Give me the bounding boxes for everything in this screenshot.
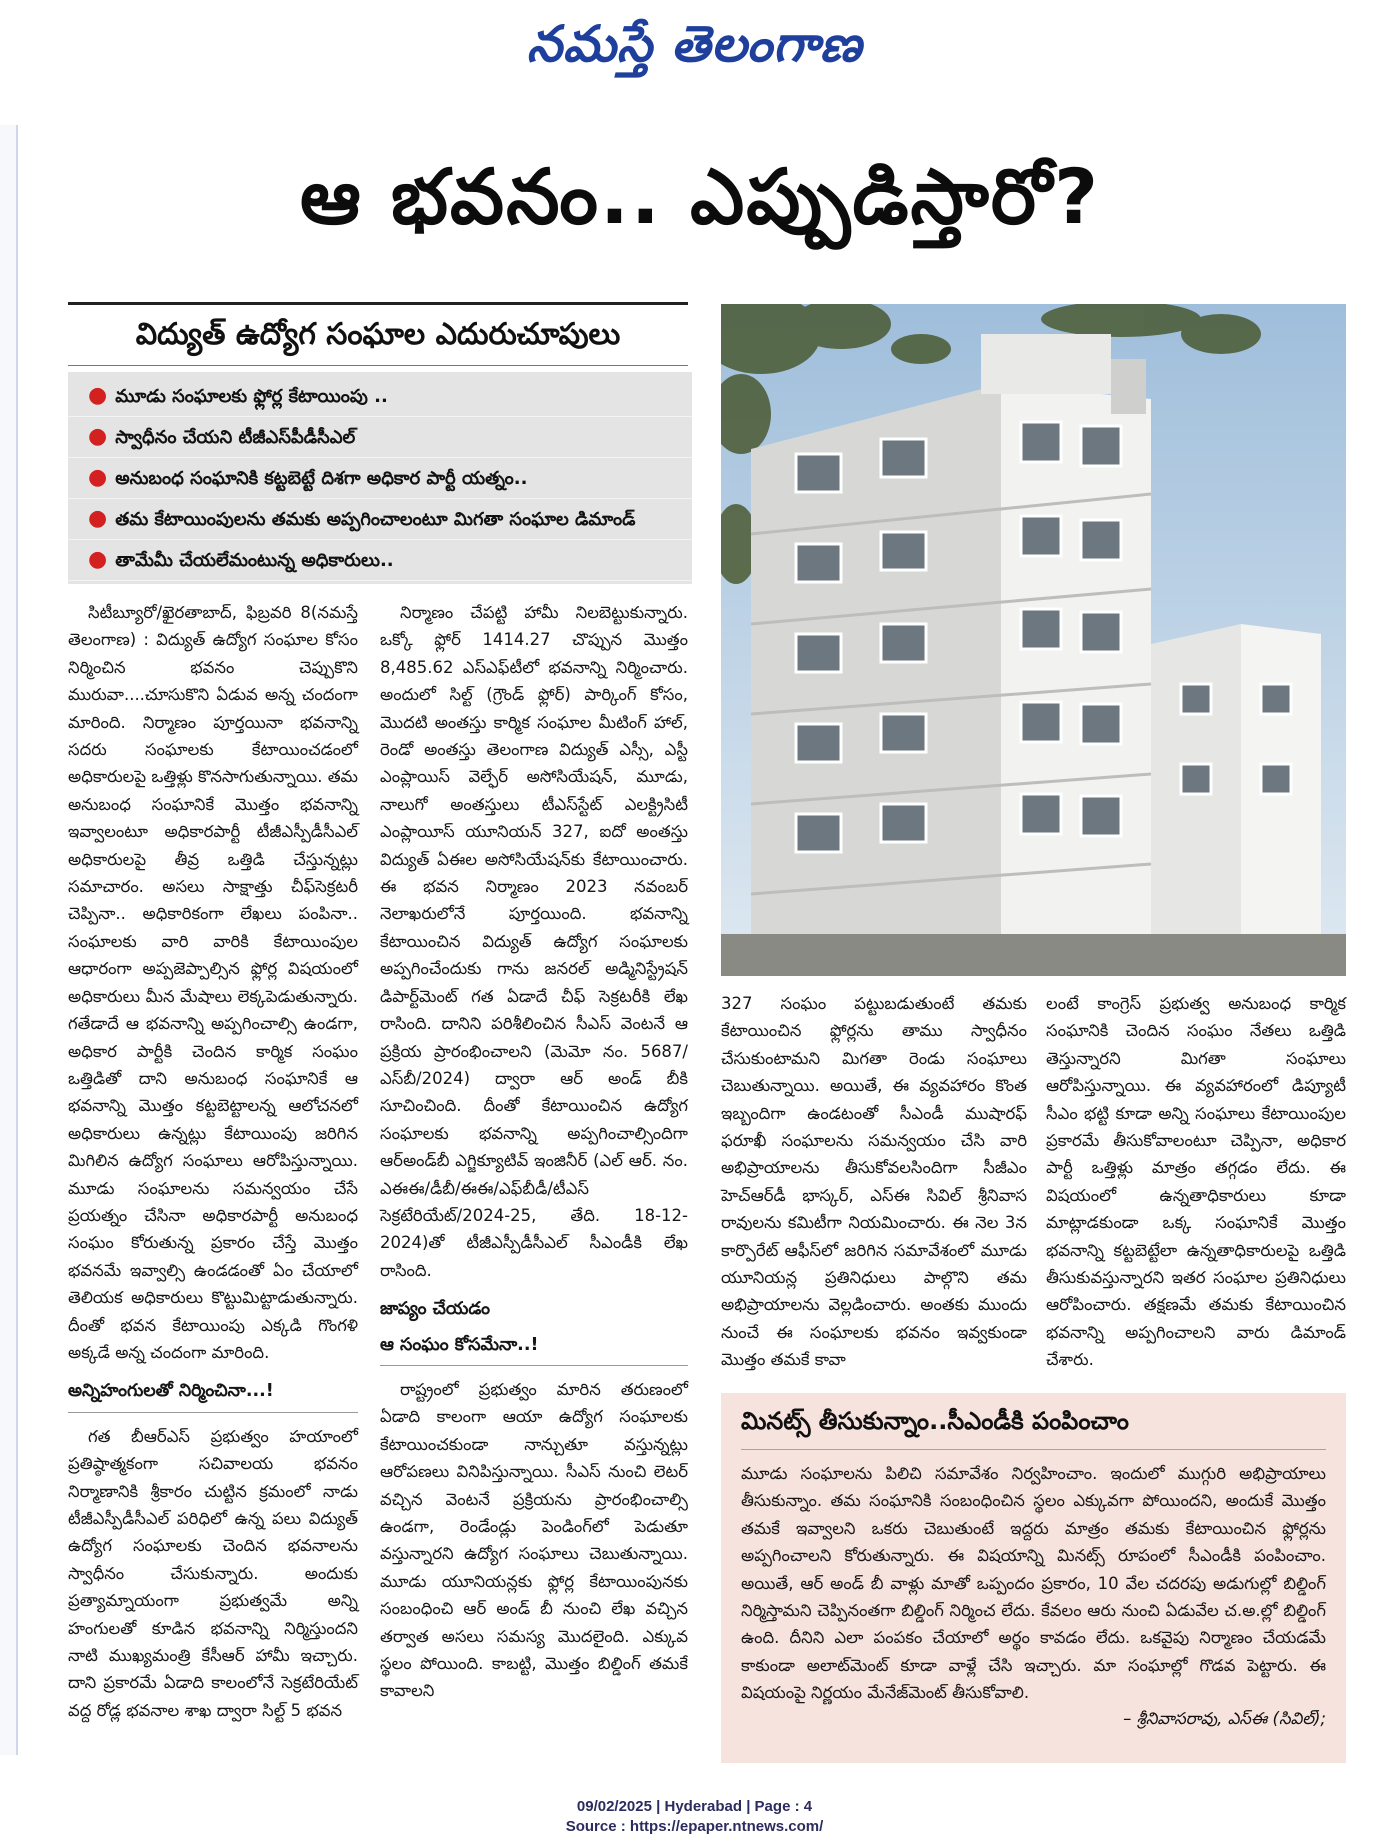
bullet-icon: ● [88,465,108,490]
article-column-2 [380,599,688,1705]
highlights-box [68,372,692,584]
building-photo [721,304,1346,976]
article-column-3 [721,990,1027,1374]
bullet-icon: ● [88,547,108,572]
section-heading: అన్నిహంగులతో నిర్మించినా...! [68,1378,358,1412]
article-paragraph: లంటే కాంగ్రెస్ ప్రభుత్వ అనుబంధ కార్మిక సంఘానికి చెందిన సంఘం నేతలు ఒత్తిడి తెస్తున్నారని మిగతా సంఘాలు ఆరోపిస్తున్నాయి. ఈ వ్యవహారంలో డిప్యూటీ సీఎం భట్టి కూడా అన్ని సంఘాలు కేటాయింపుల ప్రకారమే తీసుకోవాలంటూ చెప్పినా, అధికార పార్టీ ఒత్తిళ్లు మాత్రం తగ్గడం లేదు. ఈ విషయంలో ఉన్నతాధికారులు కూడా మాట్లాడకుండా ఒక్క సంఘానికే మొత్తం భవనాన్ని కట్టబెట్టేలా ఉన్నతాధికారులపై ఒత్తిడి తీసుకువస్తున్నారని ఇతర సంఘాల ప్రతినిధులు ఆరోపించారు. తక్షణమే తమకు కేటాయించిన భవనాన్ని అప్పగించాలని వారు డిమాండ్ చేశారు. [1046,994,1346,1370]
article-column-4 [1046,990,1346,1374]
article-paragraph: సిటీబ్యూరో/ఖైరతాబాద్, ఫిబ్రవరి 8(నమస్తే తెలంగాణ) : విద్యుత్ ఉద్యోగ సంఘాల కోసం నిర్మించిన భవనం చెప్పుకొని మురువా....చూసుకొని ఏడువ అన్న చందంగా మారింది. నిర్మాణం పూర్తయినా భవనాన్ని సదరు సంఘాలకు కేటాయించడంలో అధికారులపై ఒత్తిళ్లు కొనసాగుతున్నాయి. తమ అనుబంధ సంఘానికే మొత్తం భవనాన్ని ఇవ్వాలంటూ అధికారపార్టీ టీజీఎస్పీడీసీఎల్ అధికారులపై తీవ్ర ఒత్తిడి చేస్తున్నట్లు సమాచారం. అసలు సాక్షాత్తు చీఫ్‌సెక్రటరీ చెప్పినా.. అధికారికంగా లేఖలు పంపినా.. సంఘాలకు వారి వారికి కేటాయింపుల ఆధారంగా అప్పజెప్పాల్సిన ఫ్లోర్ల విషయంలో అధికారులు మీన మేషాలు లెక్కపెడుతున్నారు. గతేడాదే ఆ భవనాన్ని అప్పగించాల్సి ఉండగా, అధికార పార్టీకి చెందిన కార్మిక సంఘం ఒత్తిడితో దాని అనుబంధ సంఘానికే ఆ భవనాన్ని మొత్తం కట్టబెట్టాలన్న ఆలోచనలో అధికారులు ఉన్నట్లు కేటాయింపు జరిగిన మిగిలిన ఉద్యోగ సంఘాలు ఆరోపిస్తున్నాయి. మూడు సంఘాలను సమన్వయం చేసే ప్రయత్నం చేసినా అధికారపార్టీ అనుబంధ సంఘం కోరుతున్న ప్రకారం చేస్తే మొత్తం భవనమే ఇవ్వాల్సి ఉండడంతో ఏం చేయాలో తెలియక అధికారులు కొట్టుమిట్టాడుతున్నారు. దీంతో భవన కేటాయింపు ఎక్కడి గొంగళి అక్కడే అన్న చందంగా మారింది. [68,603,358,1362]
article-paragraph: గత బీఆర్ఎస్ ప్రభుత్వం హయాంలో ప్రతిష్ఠాత్మకంగా సచివాలయ భవనం నిర్మాణానికి శ్రీకారం చుట్టిన క్రమంలో నాడు టీజీఎస్పీడీసీఎల్ పరిధిలో ఉన్న పలు విద్యుత్ ఉద్యోగ సంఘాలకు చెందిన భవనాలను స్వాధీనం చేసుకున్నారు. అందుకు ప్రత్యామ్నాయంగా ప్రభుత్వమే అన్ని హంగులతో కూడిన భవనాన్ని నిర్మిస్తుందని నాటి ముఖ్యమంత్రి కేసీఆర్ హామీ ఇచ్చారు. దాని ప్రకారమే ఏడాది కాలంలోనే సెక్రటేరియేట్ వద్ద రోడ్ల భవనాల శాఖ ద్వారా సిల్ట్ 5 భవన [68,1426,358,1720]
section-heading: ఆ సంఘం కోసమేనా..! [380,1332,688,1366]
highlight-item: ● స్వాధీనం చేయని టీజీఎస్‌పీడీసీఎల్ [68,417,692,458]
highlight-item: ● మూడు సంఘాలకు ఫ్లోర్ల కేటాయింపు .. [68,376,692,417]
callout-byline: – శ్రీనివాసరావు, ఎస్ఈ (సివిల్); [1123,1708,1326,1728]
footer-date-edition: 09/02/2025 | Hyderabad | Page : 4 [576,1798,813,1815]
article-headline: ఆ భవనం.. ఎప్పుడిస్తారో? [299,152,1101,241]
highlight-item: ● తామేమీ చేయలేమంటున్న అధికారులు.. [68,540,692,581]
bullet-icon: ● [88,506,108,531]
callout-title: మినట్స్ తీసుకున్నాం..సీఎండీకి పంపించాం [741,1407,1326,1450]
bullet-icon: ● [88,424,108,449]
highlight-item: ● తమ కేటాయింపులను తమకు అప్పగించాలంటూ మిగతా సంఘాల డిమాండ్ [68,499,692,540]
footer-source-link[interactable]: Source : https://epaper.ntnews.com/ [565,1818,824,1835]
newspaper-masthead: నమస్తే తెలంగాణ [526,14,863,73]
callout-body: మూడు సంఘాలను పిలిచి సమావేశం నిర్వహించాం. ఇందులో ముగ్గురి అభిప్రాయాలు తీసుకున్నాం. తమ సంఘానికి సంబంధించిన స్థలం ఎక్కువగా పోయిందని, అందుకే మొత్తం తమకే ఇవ్వాలని ఒకరు చెబుతుంటే ఇద్దరు మాత్రం తమకు కేటాయించిన ఫ్లోర్లను అప్పగించాలని కోరుతున్నారు. ఈ విషయాన్ని మినట్స్ రూపంలో సీఎండీకి పంపించాం. అయితే, ఆర్ అండ్ బీ వాళ్లు మాతో ఒప్పందం ప్రకారం, 10 వేల చదరపు అడుగుల్లో బిల్డింగ్ నిర్మిస్తామని చెప్పినంతగా బిల్డింగ్ నిర్మించ లేదు. కేవలం ఆరు నుంచి ఏడువేల చ.అ.ల్లో బిల్డింగ్ ఉంది. దీనిని ఎలా పంపకం చేయాలో అర్థం కావడం లేదు. ఒకవైపు నిర్మాణం చేయడమే కాకుండా అలాట్‌మెంట్ కూడా వాళ్లే చేసి ఇచ్చారు. మా సంఘాల్లో గొడవ పెట్టారు. ఈ విషయంపై నిర్ణయం మేనేజ్‌మెంట్ తీసుకోవాలి. [741,1464,1326,1703]
bullet-icon: ● [88,383,108,408]
article-column-1 [68,599,358,1724]
section-heading: జాప్యం చేయడం [380,1299,490,1320]
article-paragraph: 327 సంఘం పట్టుబడుతుంటే తమకు కేటాయించిన ఫ్లోర్లను తాము స్వాధీనం చేసుకుంటామని మిగతా రెండు సంఘాలు చెబుతున్నాయి. అయితే, ఈ వ్యవహారం కొంత ఇబ్బందిగా ఉండటంతో సీఎండీ ముషారఫ్ ఫరూఖీ సంఘాలను సమన్వయం చేసి వారి అభిప్రాయాలను తీసుకోవలసిందిగా సీజీఎం హెచ్‌ఆర్‌డీ భాస్కర్, ఎస్ఈ సివిల్ శ్రీనివాస రావులను కమిటీగా నియమించారు. ఈ నెల 3న కార్పొరేట్ ఆఫీస్‌లో జరిగిన సమావేశంలో మూడు యూనియన్ల ప్రతినిధులు పాల్గొని తమ అభిప్రాయాలను వెల్లడించారు. అంతకు ముందు నుంచే ఈ సంఘాలకు భవనం ఇవ్వకుండా మొత్తం తమకే కావా [721,994,1027,1370]
article-paragraph: నిర్మాణం చేపట్టి హామీ నిలబెట్టుకున్నారు. ఒక్కో ఫ్లోర్ 1414.27 చొప్పున మొత్తం 8,485.62 ఎస్ఎఫ్‌టీలో భవనాన్ని నిర్మించారు. అందులో సిల్ట్ (గ్రౌండ్ ఫ్లోర్) పార్కింగ్ కోసం, మొదటి అంతస్తు కార్మిక సంఘాల మీటింగ్ హాల్, రెండో అంతస్తు తెలంగాణ విద్యుత్ ఎస్సీ, ఎస్టీ ఎంప్లాయిస్ వెల్ఫేర్ అసోసియేషన్, మూడు, నాలుగో అంతస్తులు టీఎస్‌స్టేట్ ఎలక్ట్రిసిటీ ఎంప్లాయీస్ యూనియన్ 327, ఐదో అంతస్తు విద్యుత్ ఏఈల అసోసియేషన్‌కు కేటాయించారు. ఈ భవన నిర్మాణం 2023 నవంబర్ నెలాఖరులోనే పూర్తయింది. భవనాన్ని కేటాయించిన విద్యుత్ ఉద్యోగ సంఘాలకు అప్పగించేందుకు గాను జనరల్ అడ్మినిస్ట్రేషన్ డిపార్ట్‌మెంట్ గత ఏడాదే చీఫ్ సెక్రటరీకి లేఖ రాసింది. దానిని పరిశీలించిన సీఎస్ వెంటనే ఆ ప్రక్రియ ప్రారంభించాలని (మెమో నం. 5687/ఎస్‌బీ/2024) ద్వారా ఆర్ అండ్ బీకి సూచించింది. దీంతో కేటాయించిన ఉద్యోగ సంఘాలకు భవనాన్ని అప్పగించాల్సిందిగా ఆర్‌అండ్‌బీ ఎగ్జిక్యూటివ్ ఇంజినీర్ (ఎల్ ఆర్. నం. ఎఈఈ/డీబీ/ఈఈ/ఎఫ్‌బీడీ/టీఎస్ సెక్రటేరియేట్/2024-25, తేది. 18-12-2024)తో టీజీఎస్పీడీసీఎల్ సీఎండీకి లేఖ రాసింది. [380,603,688,1280]
page-edge-strip [0,125,18,1755]
highlight-item: ● అనుబంధ సంఘానికి కట్టబెట్టే దిశగా అధికార పార్టీ యత్నం.. [68,458,692,499]
article-paragraph: రాష్ట్రంలో ప్రభుత్వం మారిన తరుణంలో ఏడాది కాలంగా ఆయా ఉద్యోగ సంఘాలకు కేటాయించకుండా నాన్చుతూ వస్తున్నట్లు ఆరోపణలు వినిపిస్తున్నాయి. సీఎస్ నుంచి లెటర్ వచ్చిన వెంటనే ప్రక్రియను ప్రారంభించాల్సి ఉండగా, రెండేండ్లు పెండింగ్‌లో పెడుతూ వస్తున్నారని ఉద్యోగ సంఘాలు చెబుతున్నాయి. మూడు యూనియన్లకు ఫ్లోర్ల కేటాయింపునకు సంబంధించి ఆర్ అండ్ బీ నుంచి లేఖ వచ్చిన తర్వాత అసలు సమస్య మొదలైంది. ఎక్కువ స్థలం పోయింది. కాబట్టి, మొత్తం బిల్డింగ్ తమకే కావాలని [380,1379,688,1701]
quote-callout-box [721,1393,1346,1763]
article-subheadline: విద్యుత్ ఉద్యోగ సంఘాల ఎదురుచూపులు [68,302,688,366]
